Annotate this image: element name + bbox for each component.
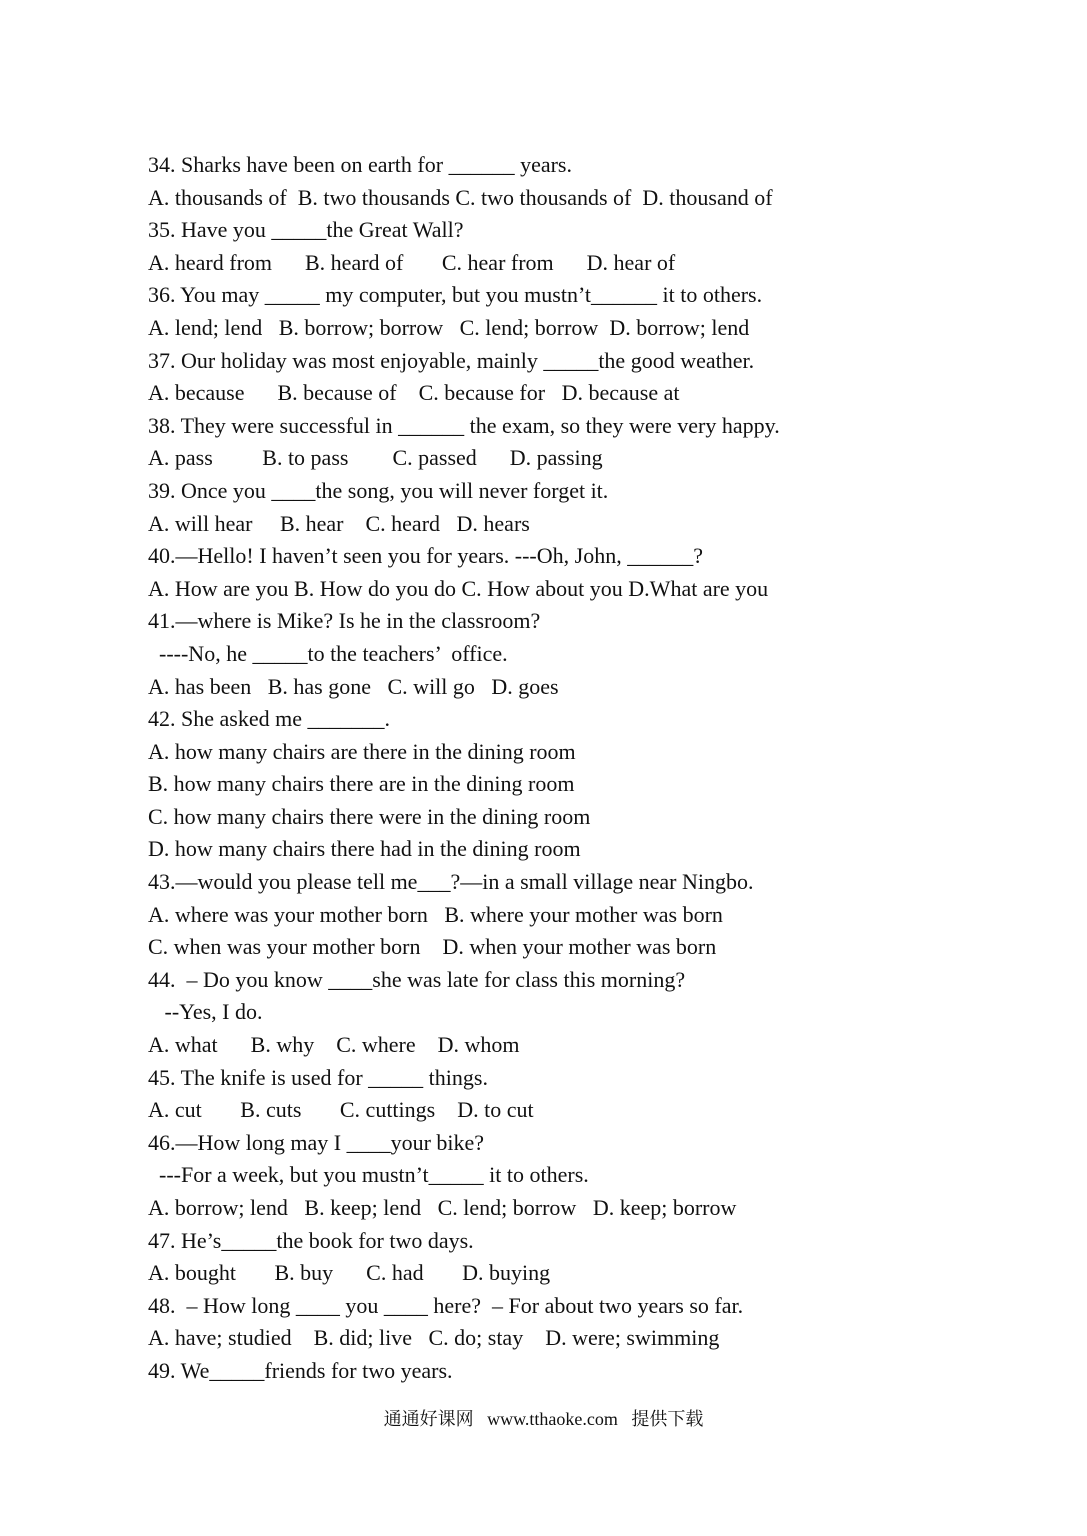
question-line: 35. Have you _____the Great Wall? [148, 217, 464, 243]
options-line: A. what B. why C. where D. whom [148, 1032, 520, 1058]
question-line: 38. They were successful in ______ the exam, so they were very happy. [148, 412, 780, 438]
question-line: 48. – How long ____ you ____ here? – For about two years so far. [148, 1292, 744, 1318]
options-line: A. How are you B. How do you do C. How about you D.What are you [148, 575, 769, 601]
question-line: 40.—Hello! I haven’t seen you for years. ---Oh, John, ______? [148, 543, 703, 569]
options-line: A. where was your mother born B. where your mother was born [148, 901, 723, 927]
options-line: A. borrow; lend B. keep; lend C. lend; borrow D. keep; borrow [148, 1195, 737, 1220]
options-line: A. heard from B. heard of C. hear from D. hear of [148, 249, 676, 275]
question-line: 41.—where is Mike? Is he in the classroom? [148, 608, 541, 634]
question-line: 46.—How long may I ____your bike? [148, 1129, 485, 1155]
question-line: 44. – Do you know ____she was late for class this morning? [148, 966, 686, 992]
question-line: 39. Once you ____the song, you will never forget it. [148, 477, 609, 503]
text-line: ----No, he _____to the teachers’ office. [148, 640, 508, 666]
question-line: 49. We_____friends for two years. [148, 1357, 453, 1383]
options-line: A. has been B. has gone C. will go D. goes [148, 673, 559, 699]
question-line: 47. He’s_____the book for two days. [148, 1227, 474, 1253]
options-line: A. pass B. to pass C. passed D. passing [148, 445, 603, 471]
options-line: D. how many chairs there had in the dining room [148, 836, 581, 862]
question-line: 37. Our holiday was most enjoyable, mainly _____the good weather. [148, 347, 755, 373]
options-line: A. cut B. cuts C. cuttings D. to cut [148, 1097, 534, 1123]
question-sheet [148, 149, 1048, 1388]
options-line: A. have; studied B. did; live C. do; stay D. were; swimming [148, 1325, 720, 1351]
options-line: A. lend; lend B. borrow; borrow C. lend; borrow D. borrow; lend [148, 314, 750, 340]
text-line: ---For a week, but you mustn’t_____ it to others. [148, 1162, 589, 1188]
options-line: C. when was your mother born D. when your mother was born [148, 934, 717, 960]
page-footer: 通通好课网 www.tthaoke.com 提供下载 [383, 1409, 704, 1429]
question-line: 42. She asked me _______. [148, 706, 390, 732]
question-line: 36. You may _____ my computer, but you mustn’t______ it to others. [148, 282, 763, 308]
question-line: 43.—would you please tell me___?—in a small village near Ningbo. [148, 869, 754, 895]
options-line: A. bought B. buy C. had D. buying [148, 1260, 551, 1286]
question-line: 34. Sharks have been on earth for ______ years. [148, 152, 572, 177]
options-line: B. how many chairs there are in the dining room [148, 771, 575, 797]
options-line: A. because B. because of C. because for D. because at [148, 380, 680, 406]
options-line: A. will hear B. hear C. heard D. hears [148, 510, 530, 536]
text-line: --Yes, I do. [148, 999, 263, 1025]
options-line: C. how many chairs there were in the dining room [148, 803, 591, 829]
question-line: 45. The knife is used for _____ things. [148, 1064, 488, 1090]
options-line: A. thousands of B. two thousands C. two thousands of D. thousand of [148, 184, 773, 210]
options-line: A. how many chairs are there in the dining room [148, 738, 576, 764]
